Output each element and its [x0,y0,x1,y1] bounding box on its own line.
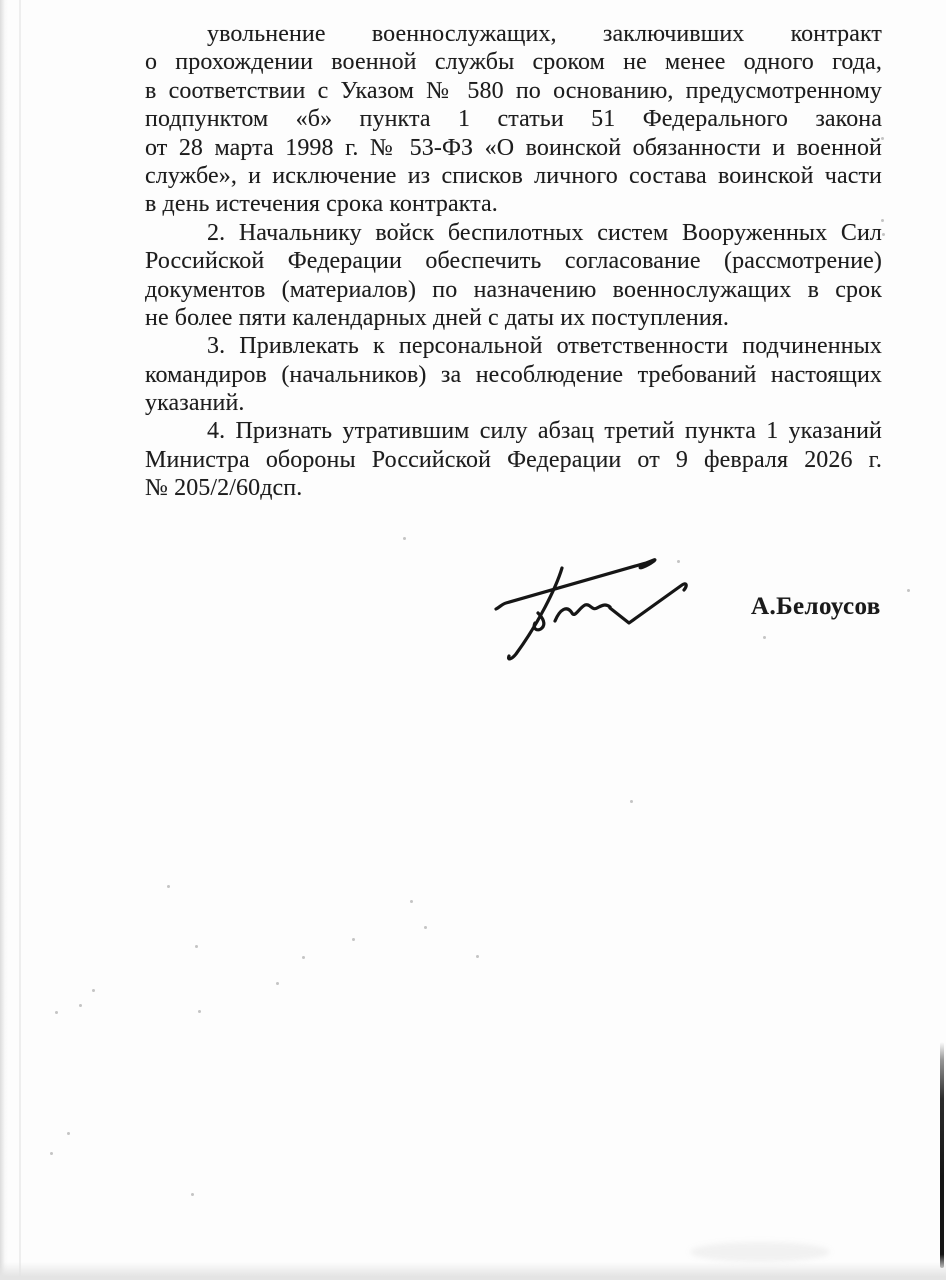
text-line: службе», и исключение из списков личного состава воинской части [145,162,882,189]
scan-speck [79,1004,82,1007]
text-line: не более пяти календарных дней с даты их поступления. [145,304,730,331]
scan-speck [907,589,910,592]
text-line: 3. Привлекать к персональной ответственности подчиненных [207,333,882,360]
right-edge-binding-mark [940,1042,944,1268]
scan-speck [302,956,305,959]
scan-speck [763,636,766,639]
scan-speck [92,989,95,992]
scan-speck [677,560,680,563]
text-line: от 28 марта 1998 г. № 53-ФЗ «О воинской обязанности и военной [145,134,882,161]
paragraph [145,20,882,219]
scan-speck [276,982,279,985]
scan-speck [881,137,884,140]
text-line: Министра обороны Российской Федерации от 9 февраля 2026 г. [145,446,882,473]
left-scan-line [19,0,21,1280]
text-line: 2. Начальнику войск беспилотных систем Вооруженных Сил [207,219,882,246]
scan-speck [424,926,427,929]
scan-speck [191,1193,194,1196]
text-line: подпунктом «б» пункта 1 статьи 51 Федерального закона [145,106,882,133]
text-line: документов (материалов) по назначению военнослужащих в срок [145,276,882,303]
bottom-smudge [690,1242,830,1262]
scan-speck [195,945,198,948]
scan-speck [55,1011,58,1014]
scan-speck [403,537,406,540]
text-line: 4. Признать утратившим силу абзац третий пункта 1 указаний [207,418,882,445]
text-line: увольнение военнослужащих, заключивших контракт [207,21,882,47]
scan-speck [410,900,413,903]
scan-speck [198,1010,201,1013]
scan-speck [630,800,633,803]
text-line: указаний. [145,390,245,417]
scan-speck [67,1132,70,1135]
text-line: в соответствии с Указом № 580 по основанию, предусмотренному [145,77,882,104]
signature-scrawl [486,546,716,676]
scan-speck [476,955,479,958]
scan-speck [352,938,355,941]
bottom-edge-shadow [0,1262,946,1280]
scan-speck [50,1152,53,1155]
scan-speck [882,233,885,236]
signer-name: А.Белоусов [751,593,881,620]
paragraph [145,417,882,502]
text-line: Российской Федерации обеспечить согласование (рассмотрение) [145,248,882,275]
paragraph [145,332,882,417]
text-line: о прохождении военной службы сроком не менее одного года, [145,49,882,76]
scan-speck [167,885,170,888]
text-line: в день истечения срока контракта. [145,191,498,218]
left-edge-shadow [0,0,8,1280]
text-line: командиров (начальников) за несоблюдение требований настоящих [145,361,882,388]
text-line: № 205/2/60дсп. [145,475,303,502]
scan-speck [881,219,884,222]
paragraph [145,219,882,333]
document-body [145,20,882,503]
